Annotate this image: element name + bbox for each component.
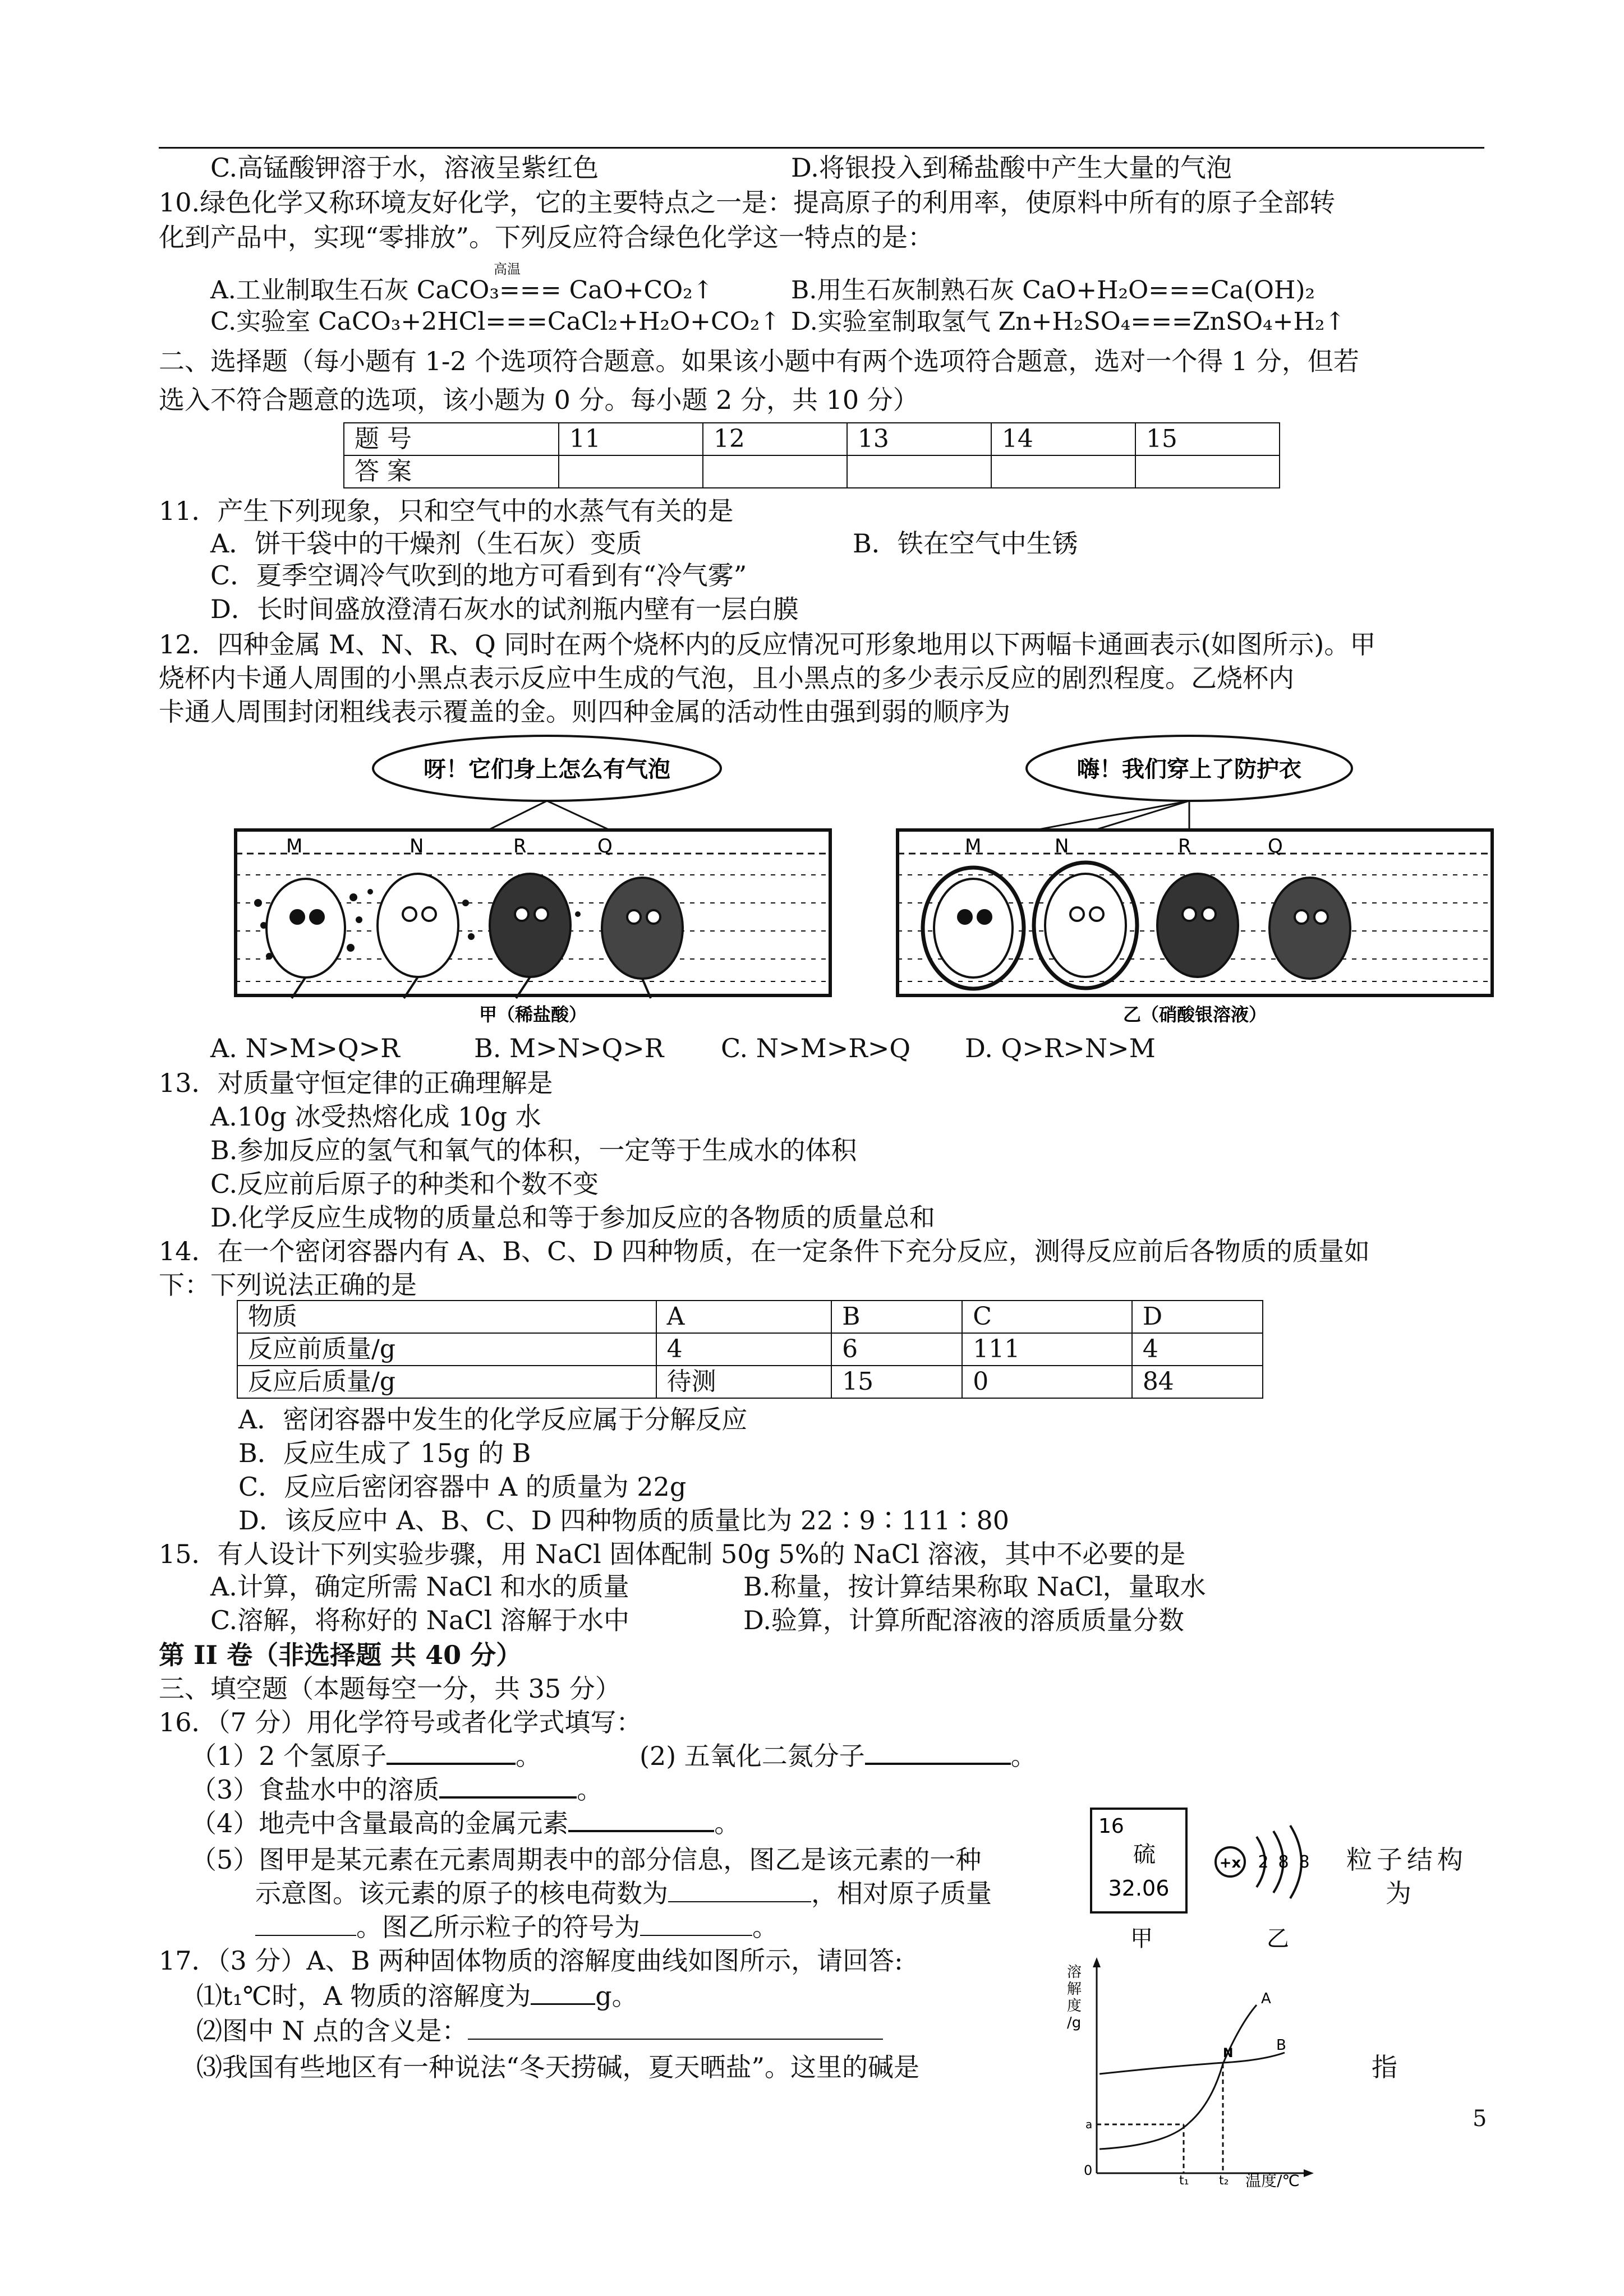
- curve-a-label: A: [1261, 1990, 1271, 2007]
- q14-option-b: B．反应生成了 15g 的 B: [238, 1438, 531, 1468]
- metal-label-n: N: [1055, 835, 1069, 857]
- q17-item1-end: g。: [595, 1981, 638, 2011]
- q11-option-a: A．饼干袋中的干燥剂（生石灰）变质: [210, 528, 642, 559]
- curve-b: [1099, 2053, 1285, 2074]
- q16-item4-end: 。: [714, 1808, 740, 1838]
- answer-blank[interactable]: [865, 1740, 1011, 1765]
- q16-item3-end: 。: [577, 1774, 603, 1805]
- y-value-a: a: [1085, 2118, 1093, 2131]
- y-axis-label: 溶解度/g: [1067, 1964, 1082, 2031]
- x-axis-label: 温度/℃: [1245, 2171, 1300, 2187]
- figure-label-jia: 甲: [1130, 1926, 1153, 1952]
- section2-line1: 二、选择题（每小题有 1-2 个选项符合题意。如果该小题中有两个选项符合题意，选对一个得 1 分，但若: [159, 346, 1359, 376]
- q16-item5-line3: [255, 1910, 778, 1944]
- q16-stem: 16．（7 分）用化学符号或者化学式填写：: [159, 1707, 642, 1737]
- q16-item5-line1: （5）图甲是某元素在元素周期表中的部分信息，图乙是该元素的一种: [191, 1845, 982, 1875]
- q17-item2-label: ⑵图中 N 点的含义是：: [196, 2016, 468, 2046]
- caption-right: 乙（硝酸银溶液）: [1122, 1004, 1267, 1025]
- mass-table-cell: 物质: [237, 1301, 656, 1333]
- mass-table-cell: 反应前质量/g: [237, 1333, 656, 1366]
- mass-table-cell: 待测: [656, 1366, 832, 1398]
- q16-item5-line2-tail: 为: [1386, 1878, 1411, 1908]
- mass-table-cell: 111: [962, 1333, 1132, 1366]
- atomic-mass: 32.06: [1108, 1876, 1170, 1901]
- answer-blank[interactable]: [387, 1740, 516, 1765]
- answer-blank-cell[interactable]: [847, 455, 991, 488]
- figure-label-yi: 乙: [1267, 1926, 1289, 1952]
- answer-blank-cell[interactable]: [991, 455, 1135, 488]
- q16-item1-end: 。: [516, 1741, 542, 1771]
- answer-table-answer-row: [344, 455, 1280, 488]
- mass-table-cell: 4: [1132, 1333, 1263, 1366]
- caption-left: 甲（稀盐酸）: [479, 1004, 587, 1025]
- answer-table-cell: 15: [1135, 423, 1280, 455]
- speech-bubble-right-text: 嗨！我们穿上了防护衣: [1077, 757, 1301, 782]
- answer-blank[interactable]: [468, 2016, 883, 2040]
- q16-item2: [640, 1739, 1037, 1773]
- mass-table-cell: 84: [1132, 1366, 1263, 1398]
- q13-option-d: D.化学反应生成物的质量总和等于参加反应的各物质的质量总和: [210, 1202, 935, 1233]
- atomic-number: 16: [1098, 1815, 1124, 1838]
- q13-option-c: C.反应前后原子的种类和个数不变: [210, 1169, 599, 1199]
- answer-table-cell: 答 案: [344, 455, 559, 488]
- answer-table-cell: 14: [991, 423, 1135, 455]
- q16-item1: [191, 1739, 541, 1773]
- mass-table: [237, 1300, 1263, 1399]
- q16-item5-line3-text: 。图乙所示粒子的符号为: [356, 1912, 640, 1942]
- mass-table-cell: 0: [962, 1366, 1132, 1398]
- q17-item3: ⑶我国有些地区有一种说法“冬天捞碱，夏天晒盐”。这里的碱是: [196, 2052, 920, 2082]
- q12-cartoon-figure: [224, 735, 1503, 1026]
- q16-item5-line2a: 示意图。该元素的原子的核电荷数为: [255, 1878, 668, 1908]
- q9-option-c: C.高锰酸钾溶于水，溶液呈紫红色: [210, 153, 599, 183]
- element-name: 硫: [1133, 1842, 1156, 1868]
- mass-table-cell: 15: [831, 1366, 962, 1398]
- mass-table-after-row: [237, 1366, 1263, 1398]
- q14-option-a: A．密闭容器中发生的化学反应属于分解反应: [238, 1404, 748, 1435]
- mass-table-cell: B: [831, 1301, 962, 1333]
- q9-option-d: D.将银投入到稀盐酸中产生大量的气泡: [791, 153, 1232, 183]
- sulfur-figure: [1088, 1806, 1335, 1968]
- q15-option-d: D.验算，计算所配溶液的溶质质量分数: [743, 1605, 1184, 1635]
- q16-item1-label: （1）2 个氢原子: [191, 1741, 387, 1771]
- q17-item3-tail: 指: [1372, 2052, 1397, 2082]
- answer-blank[interactable]: [255, 1912, 356, 1936]
- answer-blank[interactable]: [668, 1879, 811, 1902]
- mass-table-cell: C: [962, 1301, 1132, 1333]
- answer-table: [343, 422, 1280, 488]
- answer-table-cell: 题 号: [344, 423, 559, 455]
- shell-electrons-2: 8: [1278, 1852, 1289, 1872]
- q10-option-a: [210, 273, 714, 308]
- q12-stem-line2: 烧杯内卡通人周围的小黑点表示反应中生成的气泡，且小黑点的多少表示反应的剧烈程度。乙烧杯内: [159, 663, 1294, 693]
- q16-item4-label: （4）地壳中含量最高的金属元素: [191, 1808, 569, 1838]
- q15-option-b: B.称量，按计算结果称取 NaCl，量取水: [743, 1571, 1206, 1602]
- curve-b-label: B: [1276, 2037, 1286, 2054]
- metal-label-n: N: [410, 835, 424, 857]
- q11-option-d: D．长时间盛放澄清石灰水的试剂瓶内壁有一层白膜: [210, 594, 799, 624]
- section2-line2: 选入不符合题意的选项，该小题为 0 分。每小题 2 分，共 10 分）: [159, 385, 919, 415]
- q12-option-b: B. M>N>Q>R: [474, 1033, 664, 1063]
- metal-label-q: Q: [597, 835, 613, 857]
- answer-blank[interactable]: [568, 1808, 714, 1832]
- q15-stem: 15．有人设计下列实验步骤，用 NaCl 固体配制 50g 5%的 NaCl 溶液，其中不必要的是: [159, 1539, 1186, 1569]
- q17-stem: 17．（3 分）A、B 两种固体物质的溶解度曲线如图所示，请回答:: [159, 1945, 903, 1976]
- q12-stem-line1: 12．四种金属 M、N、R、Q 同时在两个烧杯内的反应情况可形象地用以下两幅卡通画表示(如图所示)。甲: [159, 629, 1376, 660]
- q10-option-a-condition: 高温: [494, 261, 521, 277]
- q14-option-c: C．反应后密闭容器中 A 的质量为 22g: [238, 1472, 687, 1502]
- q16-item2-label: (2) 五氧化二氮分子: [640, 1741, 865, 1771]
- q11-option-b: B．铁在空气中生锈: [853, 528, 1078, 559]
- mass-table-before-row: [237, 1333, 1263, 1366]
- part2-title: 第 II 卷（非选择题 共 40 分）: [159, 1640, 522, 1670]
- q17-item1-label: ⑴t₁℃时，A 物质的溶解度为: [196, 1981, 531, 2011]
- q16-item5-line2: [255, 1876, 992, 1911]
- q16-item3: [191, 1772, 602, 1807]
- q10-stem-line2: 化到产品中，实现“零排放”。下列反应符合绿色化学这一特点的是：: [159, 222, 934, 252]
- mass-table-cell: 反应后质量/g: [237, 1366, 656, 1398]
- mass-table-header-row: [237, 1301, 1263, 1333]
- t2-label: t₂: [1219, 2174, 1229, 2187]
- header-rule: [159, 147, 1484, 149]
- answer-blank[interactable]: [640, 1912, 752, 1936]
- curve-a: [1099, 2005, 1257, 2149]
- q13-option-b: B.参加反应的氢气和氧气的体积，一定等于生成水的体积: [210, 1135, 857, 1165]
- q16-item5-line1-tail: 粒子结构: [1346, 1845, 1467, 1875]
- mass-table-cell: 4: [656, 1333, 832, 1366]
- metal-label-r: R: [513, 835, 527, 857]
- q14-stem-line2: 下：下列说法正确的是: [159, 1270, 417, 1300]
- q16-item5-line3-end: 。: [752, 1912, 778, 1942]
- metal-label-q: Q: [1268, 835, 1283, 857]
- q12-option-d: D. Q>R>N>M: [965, 1033, 1156, 1063]
- answer-blank-cell[interactable]: [703, 455, 847, 488]
- q15-option-c: C.溶解，将称好的 NaCl 溶解于水中: [210, 1605, 630, 1635]
- solubility-graph: [1055, 1952, 1318, 2187]
- q14-stem-line1: 14．在一个密闭容器内有 A、B、C、D 四种物质，在一定条件下充分反应，测得反应前后各物质的质量如: [159, 1236, 1370, 1266]
- mass-table-cell: A: [656, 1301, 832, 1333]
- q17-item2: [196, 2013, 883, 2048]
- q16-item4: [191, 1806, 740, 1841]
- section3-title: 三、填空题（本题每空一分，共 35 分）: [159, 1673, 621, 1704]
- q16-item5-line2b: ，相对原子质量: [811, 1878, 992, 1908]
- q15-option-a: A.计算，确定所需 NaCl 和水的质量: [210, 1571, 629, 1602]
- q12-option-c: C. N>M>R>Q: [721, 1033, 911, 1063]
- answer-blank[interactable]: [439, 1774, 577, 1799]
- q10-option-c: C.实验室 CaCO₃+2HCl===CaCl₂+H₂O+CO₂↑: [210, 307, 781, 336]
- answer-table-header-row: [344, 423, 1280, 455]
- q10-option-b: B.用生石灰制熟石灰 CaO+H₂O===Ca(OH)₂: [791, 276, 1315, 305]
- mass-table-cell: D: [1132, 1301, 1263, 1333]
- answer-table-cell: 11: [559, 423, 703, 455]
- metal-label-m: M: [965, 835, 982, 857]
- q11-stem: 11．产生下列现象，只和空气中的水蒸气有关的是: [159, 496, 734, 526]
- answer-table-cell: 13: [847, 423, 991, 455]
- shell-electrons-3: 8: [1299, 1852, 1310, 1872]
- q10-stem-line1: 10.绿色化学又称环境友好化学，它的主要特点之一是：提高原子的利用率，使原料中所有的原子全部转: [159, 187, 1336, 218]
- t1-label: t₁: [1179, 2174, 1189, 2187]
- q12-stem-line3: 卡通人周围封闭粗线表示覆盖的金。则四种金属的活动性由强到弱的顺序为: [159, 697, 1010, 727]
- shell-electrons-1: 2: [1258, 1852, 1269, 1872]
- q16-item2-end: 。: [1010, 1741, 1037, 1771]
- q16-item3-label: （3）食盐水中的溶质: [191, 1774, 440, 1805]
- answer-blank-cell[interactable]: [1135, 455, 1280, 488]
- point-n-label: N: [1223, 2046, 1234, 2060]
- mass-table-cell: 6: [831, 1333, 962, 1366]
- q14-option-d: D．该反应中 A、B、C、D 四种物质的质量比为 22∶9∶111∶80: [238, 1505, 1009, 1536]
- q13-option-a: A.10g 冰受热熔化成 10g 水: [210, 1101, 541, 1132]
- q10-option-a-text: A.工业制取生石灰 CaCO₃=== CaO+CO₂↑: [210, 276, 714, 305]
- origin-label: 0: [1084, 2163, 1093, 2178]
- speech-bubble-left-text: 呀！它们身上怎么有气泡: [424, 757, 670, 782]
- answer-blank-cell[interactable]: [559, 455, 703, 488]
- answer-table-cell: 12: [703, 423, 847, 455]
- metal-label-r: R: [1178, 835, 1191, 857]
- q13-stem: 13．对质量守恒定律的正确理解是: [159, 1068, 553, 1098]
- q17-item1: [196, 1979, 638, 2013]
- page-number: 5: [1473, 2106, 1487, 2132]
- q12-option-a: A. N>M>Q>R: [210, 1033, 400, 1063]
- nuclear-charge: +x: [1219, 1855, 1241, 1871]
- answer-blank[interactable]: [531, 1981, 595, 2005]
- metal-label-m: M: [286, 835, 303, 857]
- q11-option-c: C．夏季空调冷气吹到的地方可看到有“冷气雾”: [210, 560, 747, 591]
- q10-option-d: D.实验室制取氢气 Zn+H₂SO₄===ZnSO₄+H₂↑: [791, 307, 1346, 336]
